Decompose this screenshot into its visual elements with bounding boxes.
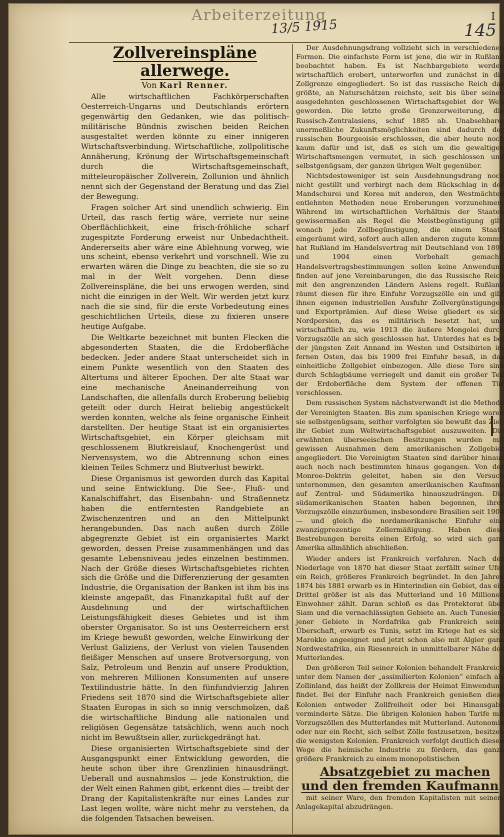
handwritten-number: 145 — [464, 21, 497, 41]
pencil-margin-mark — [491, 416, 499, 436]
handwritten-date: 13/5 1915 — [270, 17, 338, 38]
paragraph: Dem russischen System nächstverwandt ist die Methode der Vereinigten Staaten. Bis zum spanischen Kriege waren sie selbstgenügsam, seither verfolgten sie bewußt das Ziel, ihr Gebiet zum Weltwirtschaftsgebiet auszuweiten. Die erwähnten überseeischen Besitzungen wurden mit gewissen Ausnahmen dem amerikanischen Zollgebiet angegliedert. Die Vereinigten Staaten sind darüber hinaus auch noch nach bestimmten hinaus gegangen. Von der Monroe-Doktrin geleitet, haben sie den Versuch unternommen, den gesamten amerikanischen Kaufmann auf Zentral- und Südamerika hinauszudrängen. Die südamerikanischen Staaten haben begonnen, ihrer Vorzugszölle einzuräumen, insbesondere Brasilien seit 1904 — und gleich die nordamerikanische Einfuhr eine zwanzigprozentige Zollermäßigung. Haben diese Bestrebungen bereits einen Erfolg, so wird sich ganz Amerika allmählich abschließen. — [296, 399, 504, 553]
paragraph: Alle wirtschaftlichen Fachkörperschaften Oesterreich-Ungarns und Deutschlands erörtern gegenwärtig den Gedanken, wie das politisch-militärische Bündnis zwischen beiden Reichen ausgestaltet werden könnte zu einer innigeren Wirtschaftsverbindung. Wirtschaftliche, zollpolitische Annäherung, Krönung der Wirtschaftsgemeinschaft durch die Wirtschaftsgemeinschaft, mitteleuropäischer Zollverein, Zollunion und ähnlich nennt sich der Gegenstand der Beratung und das Ziel der Bewegung. — [81, 91, 289, 201]
newspaper-clipping — [8, 3, 504, 835]
byline-prefix: Von — [141, 81, 157, 90]
byline — [81, 81, 289, 91]
paragraph: Fragen solcher Art sind unendlich schwierig. Ein Urteil, das rasch fertig wäre, verriete nur seine Oberflächlichkeit, eine frisch-fröhliche scharf zugespitzte Forderung erweist nur Unbedachtheit. Andererseits aber wäre eine Ablehnung vorweg, wie uns scheint, ebenso verkehrt und vorschnell. Wie zu erwarten wären die Dinge zu beachten, die sie so zu mal in der Welt vorgehen. Denn diese Zollvereinspläne, die bei uns erwogen werden, sind nicht die einzigen in der Welt. Wir werden jetzt kurz nach die sie sind, für die erste Vorbedeutung eines geschichtlichen Urteils, diese zu fixieren unsere heutige Aufgabe. — [81, 202, 289, 332]
emphasized-line: Absatzgebiet zu machen und den fremden Kaufmann — [301, 763, 499, 793]
byline-author: Karl Renner. — [159, 80, 229, 90]
paper-edge-shading — [9, 4, 69, 834]
paragraph: mit seiner Ware, den fremden Kapitalisten mit seinem Anlagekapital abzudrängen. — [296, 793, 504, 811]
paragraph: Den größeren Teil seiner Kolonien behandelt Frankreich unter dem Namen der „assimilierten Kolonien“ einfach als Zollinland, das heißt der Zollkreis der Heimat Einwendung findet. Bei der Einfuhr nach Frankreich genießen diese Kolonien entweder Zollfreiheit oder bei Hinausgabe verminderte Sätze. Die übrigen Kolonien haben Tarife mit Vorzugszöllen des Mutterlandes mit Mutterland. Autonomie oder nur ein Recht, sich selbst Zölle festzusetzen, besitzen die wenigsten Kolonien. Frankreich verfolgt deutlich diesen Wege die heimische Industrie zu fördern, das ganze größere Frankreich zu einem monopolistischen — [296, 664, 504, 763]
paragraph: Wieder anders ist Frankreich verfahren. Nach der Niederlage von 1870 hat dieser Staat zerfällt seiner Ufer ein Reich, größeres Frankreich begründet. In den Jahren 1874 bis 1881 erwarb es in Hinterindien ein Gebiet, das ein Drittel größer ist als das Mutterland und 16 Millionen Einwohner zählt. Daran schloß es das Protektorat über Siam und die vernachlässigten Gebiete an. Auch Tunesien, jener Gebiete in Nordafrika gab Frankreich seine Überschaft, erwarb es Tunis, setzt im Kriege hat es sich Marokko angeeignet und jetzt schon also mit Algier ganz Nordwestafrika, ein Riesenreich in unmittelbarer Nähe des Mutterlandes. — [296, 554, 504, 663]
paragraph: Nichtsdestoweniger ist sein Ausdehnungsdrang noch nicht gestillt und verbirgt nach dem Rückschlag in der Mandschurei und Korea mit anderen, den Westmächten entlehnten Methoden neue Eroberungen vorzunehmen. Während im wirtschaftlichen Verhältnis der Staaten gewissermaßen als Regel die Meistbegünstigung gilt, wonach jede Zollbegünstigung, die einem Staate eingeräumt wird, sofort auch allen anderen zugute kommt, hat Rußland im Handelsvertrag mit Deutschland von 1894 und 1904 einen Vorbehalt gemacht. Handelsvertragsbestimmungen sollen keine Anwendung finden auf jene Vereinbarungen, die das Russische Reich mit den angrenzenden Ländern Asiens regelt. Rußland räumt diesen für ihre Einfuhr Vorzugszölle ein und gibt ihnen eigenen industriellen Ausfuhr Zollvergünstigungen und Exportprämien. Auf diese Weise gliedert es sich Nordpersien, das es militärisch besetzt hat, und wirtschaftlich zu, wie 1913 die äußere Mongolei durch Vorzugszölle an sich geschlossen hat. Unterdes hat es bei der jüngsten Zeit Annand im Westen und Ostsibirien im fernen Osten, das bis 1909 frei Einfuhr besaß, in das einheitliche Zollgebiet einbezogen. Alle diese Tore sind durch Schlagbäume verriegelt und damit ein großer Teil der Erdoberfläche dem System der offenen Tür verschlossen. — [296, 171, 504, 398]
paragraph: Diese Organismus ist geworden durch das Kapital und seine Entwicklung. Die See-, Fluß- und Kanalschiffahrt, das Eisenbahn- und Straßennetz haben die entferntesten Randgebiete an Zwischenzentren und an den Mittelpunkt herangebunden. Das nach außen durch Zölle abgegrenzte Gebiet ist ein organisiertes Markt geworden, dessen Preise zusammenhängen und das gesamte Lebensniveau jedes einzelnen bestimmen. Nach der Größe dieses Wirtschaftsgebietes richten sich die Größe und die Differenzierung der gesamten Industrie, die Organisation der Banken ist ihm bis ins kleinste angepaßt, das Finanzkapital fußt auf der Ausdehnung und der wirtschaftlichen Leistungsfähigkeit dieses Gebietes und ist ihm oberster Organisator. So ist uns Oesterreichern erst im Kriege bewußt geworden, welche Einwirkung der Verlust Galiziens, der Verlust von vielen Tausenden fleißiger Menschen auf unsere Brotversorgung, von Salz, Petroleum und Benzin auf unsere Produktion, von mehreren Millionen Konsumenten auf unsere Textilindustrie hätte. In den fünfundvierzig Jahren Friedens seit 1870 sind die Wirtschaftsgebiete aller Staaten Europas in sich so innig verschmolzen, daß die wirtschaftliche Bindung alle nationalen und religiösen Gegensätze tatsächlich, wenn auch noch nicht im Bewußtsein aller, zurückgedrängt hat. — [81, 473, 289, 742]
masthead: Arbeiterzeitung — [191, 6, 327, 24]
column-left — [81, 44, 289, 824]
paragraph: Der Ausdehnungsdrang vollzieht sich in verschiedenen Formen. Die einfachste Form ist jene, die wir in Rußland beobachtet haben. Es ist Nachbargebiete werden wirtschaftlich erobert, unterworfen und zunächst in die Zollgrenze eingegliedert. So ist das russische Reich das größte, an Naturschätzen reichste, seit bis über seinen ausgedehnten geschlossenen Wirtschaftsgebiet der Welt geworden. Die letzte große Grenzerweiterung, die Russisch-Zentralasiens, schuf 1885 ab. Unabsehbare, unermeßliche Zukunftsmöglichkeiten sind dadurch der russischen Bourgeoisie erschlossen, die aber heute noch kaum dafür und ist, daß es sich um die gewaltigen Wirtschaftsmengen vermutet, in sich geschlossen und selbstgenügsam, der ganzen übrigen Welt gegenüber. — [296, 44, 504, 170]
article-title: Zollvereinspläne allerwege. — [112, 43, 258, 80]
handwritten-mark: I — [491, 10, 496, 23]
paragraph: Die Weltkarte bezeichnet mit bunten Flecken die abgesonderten Staaten, die die Erdoberfläche bedecken. Jeder andere Staat unterscheidet sich in einem Punkte wesentlich von den Staaten des Altertums und älterer Epochen. Der alte Staat war eine mechanische Aneinanderreihung von Landschaften, die allenfalls durch Eroberung beliebig geteilt oder durch Heirat beliebig angestückelt werden konnten, welche als feine organische Einheit darstellten. Der heutige Staat ist ein organisiertes Wirtschaftsgebiet, ein Körper gleichsam mit geschlossenem Blutkreislauf, Knochengerüst und Nervensystem, wo die Abtrennung schon eines kleinen Teiles Schmerz und Blutverlust bewirkt. — [81, 333, 289, 472]
column-right — [296, 44, 504, 812]
paragraph: Diese organisierten Wirtschaftsgebiete sind der Ausgangspunkt einer Entwicklung geworden, die heute schon über ihre Grenzlinien hinausdrängt. Ueberall und ausnahmslos — jede Konstruktion, die der Welt einen Rahmen gibt, erkennt dies — treibt der Drang der Kapitalistenkräfte nur eines Landes zur Last legen wollte, wäre nicht mehr zu verstehen, da die folgenden Tatsachen beweisen. — [81, 743, 289, 823]
column-divider — [292, 44, 293, 834]
